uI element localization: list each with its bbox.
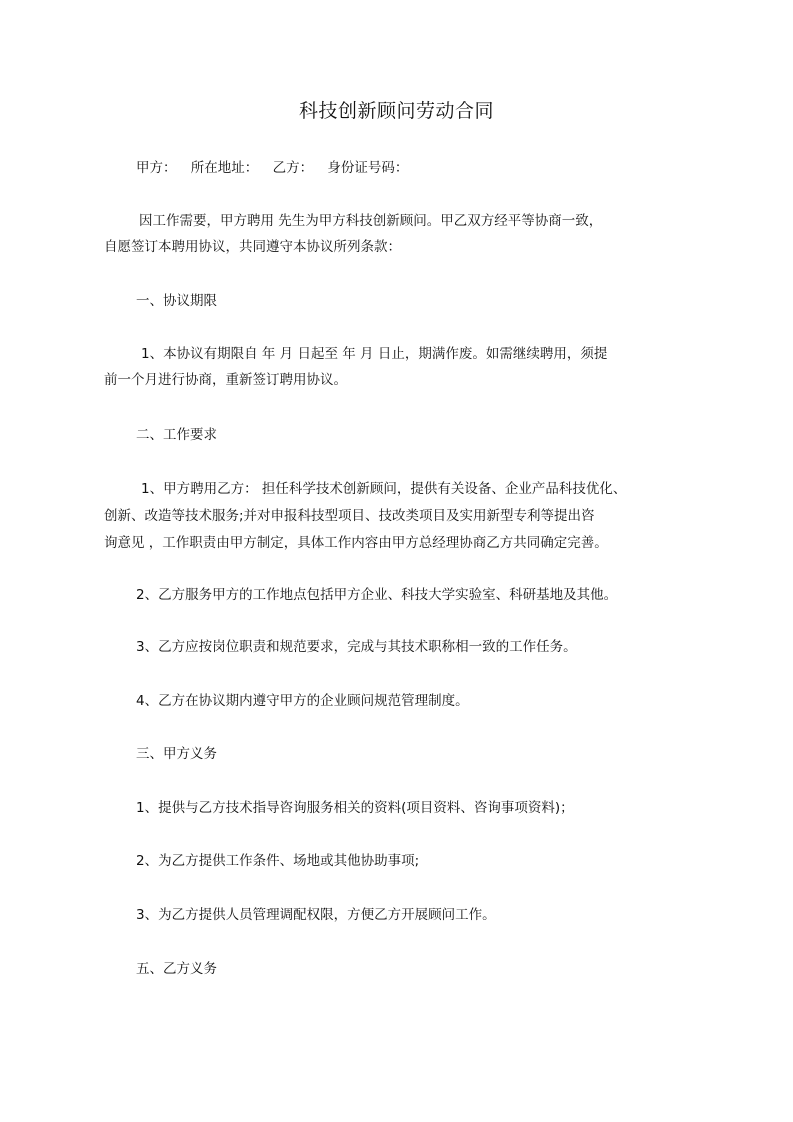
party-b-label: 乙方： — [272, 160, 314, 176]
term-item-1-line-1: 1、本协议有期限自 年 月 日起至 年 月 日止，期满作废。如需继续聘用，须提 — [141, 346, 608, 362]
section-heading-term: 一、协议期限 — [136, 293, 217, 309]
party-a-duty-3: 3、为乙方提供人员管理调配权限，方便乙方开展顾问工作。 — [136, 907, 496, 923]
address-label: 所在地址： — [190, 160, 259, 176]
section-heading-party-a-duties: 三、甲方义务 — [136, 746, 217, 762]
party-a-duty-1: 1、提供与乙方技术指导咨询服务相关的资料(项目资料、咨询事项资料)； — [136, 800, 574, 816]
term-item-1-line-2: 前一个月进行协商，重新签订聘用协议。 — [104, 372, 347, 388]
section-heading-party-b-duties: 五、乙方义务 — [136, 961, 217, 977]
section-heading-work-requirements: 二、工作要求 — [136, 427, 217, 443]
work-item-2: 2、乙方服务甲方的工作地点包括甲方企业、科技大学实验室、科研基地及其他。 — [136, 587, 618, 603]
work-item-1-line-2: 创新、改造等技术服务;并对申报科技型项目、技改类项目及实用新型专利等提出咨 — [104, 508, 595, 524]
party-a-label: 甲方： — [136, 160, 177, 176]
document-title: 科技创新顾问劳动合同 — [298, 100, 494, 122]
intro-line-1: 因工作需要，甲方聘用 先生为甲方科技创新顾问。甲乙双方经平等协商一致， — [139, 213, 603, 229]
party-fields — [136, 158, 418, 178]
work-item-1-line-1: 1、甲方聘用乙方： 担任科学技术创新顾问，提供有关设备、企业产品科技优化、 — [141, 481, 627, 497]
work-item-3: 3、乙方应按岗位职责和规范要求，完成与其技术职称相一致的工作任务。 — [136, 639, 577, 655]
work-item-4: 4、乙方在协议期内遵守甲方的企业顾问规范管理制度。 — [136, 693, 469, 709]
party-a-duty-2: 2、为乙方提供工作条件、场地或其他协助事项; — [136, 853, 420, 869]
id-number-label: 身份证号码： — [327, 160, 409, 176]
work-item-1-line-3: 询意见 ，工作职责由甲方制定，具体工作内容由甲方总经理协商乙方共同确定完善。 — [104, 535, 608, 551]
intro-line-2: 自愿签订本聘用协议，共同遵守本协议所列条款： — [104, 239, 401, 255]
